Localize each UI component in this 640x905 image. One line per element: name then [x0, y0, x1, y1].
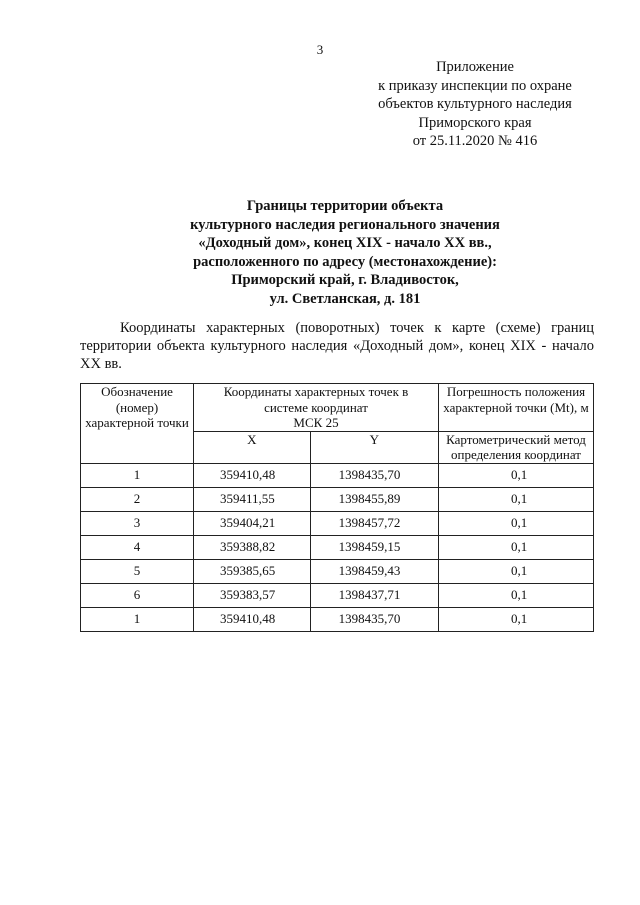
- header-method: Картометрический метод определения координат: [439, 431, 594, 463]
- y-coordinate-cell: 1398435,70: [310, 463, 438, 487]
- page-number: 3: [316, 42, 324, 57]
- table-row: [81, 607, 594, 631]
- table-row: [81, 511, 594, 535]
- table-row: [81, 559, 594, 583]
- y-coordinate-cell: 1398435,70: [310, 607, 438, 631]
- error-cell: 0,1: [439, 559, 594, 583]
- error-cell: 0,1: [439, 535, 594, 559]
- table-row: [81, 487, 594, 511]
- appendix-line: Приморского края: [418, 114, 532, 131]
- y-coordinate-cell: 1398459,15: [310, 535, 438, 559]
- x-coordinate-cell: 359410,48: [194, 607, 311, 631]
- y-coordinate-cell: 1398437,71: [310, 583, 438, 607]
- table-row: [81, 463, 594, 487]
- x-coordinate-cell: 359388,82: [194, 535, 311, 559]
- point-number-cell: 6: [81, 583, 194, 607]
- header-coordinates-line: Координаты характерных точек в: [223, 384, 409, 399]
- appendix-line: от 25.11.2020 № 416: [412, 133, 538, 149]
- point-number-cell: 5: [81, 559, 194, 583]
- title-line: ул. Светланская, д. 181: [269, 290, 421, 307]
- coordinates-table: [80, 383, 594, 632]
- error-cell: 0,1: [439, 607, 594, 631]
- table-row: [81, 535, 594, 559]
- y-coordinate-cell: 1398455,89: [310, 487, 438, 511]
- appendix-line: Приложение: [436, 59, 514, 75]
- error-cell: 0,1: [439, 511, 594, 535]
- header-coordinates: [194, 384, 439, 432]
- table-header-row: [81, 384, 594, 432]
- y-coordinate-cell: 1398457,72: [310, 511, 438, 535]
- x-coordinate-cell: 359383,57: [194, 583, 311, 607]
- point-number-cell: 2: [81, 487, 194, 511]
- appendix-block: [330, 58, 620, 151]
- header-x: X: [194, 431, 311, 463]
- title-line: культурного наследия регионального значения: [190, 216, 500, 233]
- document-title: [80, 197, 610, 308]
- title-line: расположенного по адресу (местонахождение):: [193, 253, 497, 270]
- appendix-line: объектов культурного наследия: [378, 96, 572, 112]
- point-number-cell: 1: [81, 463, 194, 487]
- title-line: Границы территории объекта: [246, 198, 444, 214]
- point-number-cell: 3: [81, 511, 194, 535]
- header-coordinates-line: системе координат: [264, 399, 368, 415]
- title-line: «Доходный дом», конец XIX - начало XX вв.,: [198, 235, 492, 251]
- x-coordinate-cell: 359411,55: [194, 487, 311, 511]
- intro-paragraph: Координаты характерных (поворотных) точек к карте (схеме) границ территории объекта культурного наследия «Доходный дом», конец XIX - начало XX вв.: [80, 320, 594, 372]
- appendix-line: к приказу инспекции по охране: [378, 77, 572, 94]
- header-coordinates-line: МСК 25: [293, 415, 339, 430]
- table-row: [81, 583, 594, 607]
- header-y: Y: [310, 431, 438, 463]
- y-coordinate-cell: 1398459,43: [310, 559, 438, 583]
- error-cell: 0,1: [439, 463, 594, 487]
- error-cell: 0,1: [439, 583, 594, 607]
- point-number-cell: 4: [81, 535, 194, 559]
- header-designation: Обозначение (номер) характерной точки: [81, 384, 194, 464]
- x-coordinate-cell: 359385,65: [194, 559, 311, 583]
- x-coordinate-cell: 359404,21: [194, 511, 311, 535]
- x-coordinate-cell: 359410,48: [194, 463, 311, 487]
- point-number-cell: 1: [81, 607, 194, 631]
- error-cell: 0,1: [439, 487, 594, 511]
- title-line: Приморский край, г. Владивосток,: [231, 272, 459, 288]
- header-error: Погрешность положения характерной точки (Mt), м: [439, 384, 594, 432]
